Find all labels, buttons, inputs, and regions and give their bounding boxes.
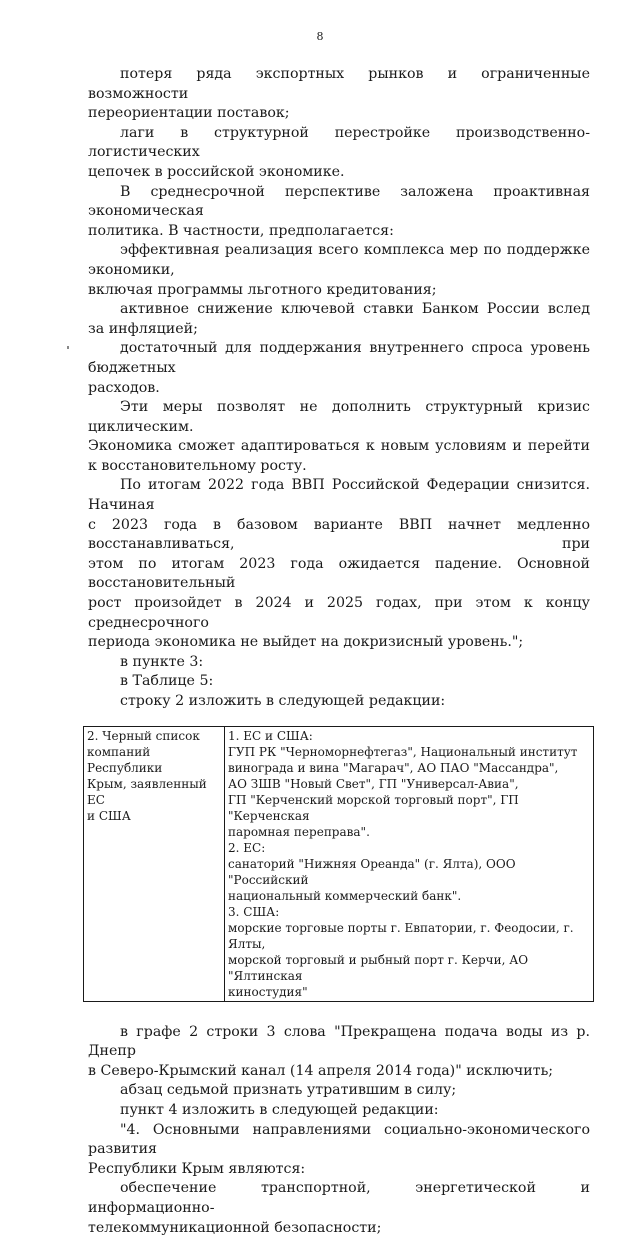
paragraph-line: Экономика сможет адаптироваться к новым условиям и перейти — [88, 438, 590, 455]
document-body — [88, 65, 590, 1238]
paragraph-line: в Таблице 5: — [120, 673, 214, 690]
cell-line: киностудия" — [228, 984, 308, 999]
paragraph-line: достаточный для поддержания внутреннего спроса уровень бюджетных — [88, 340, 590, 376]
paragraph-line: активное снижение ключевой ставки Банком России вслед — [120, 301, 590, 318]
paragraph-line: Эти меры позволят не дополнить структурный кризис циклическим. — [88, 399, 590, 435]
paragraph-line: периода экономика не выйдет на докризисный уровень."; — [88, 634, 524, 651]
cell-line: АО ЗШВ "Новый Свет", ГП "Универсал-Авиа", — [228, 776, 519, 791]
cell-line: компаний Республики — [87, 744, 163, 775]
paragraph-line: к восстановительному росту. — [88, 457, 307, 474]
scan-speck — [67, 346, 69, 349]
paragraph-line: этом по итогам 2023 года ожидается падение. Основной восстановительный — [88, 555, 590, 592]
cell-line: винограда и вина "Магарач", АО ПАО "Массандра", — [228, 760, 559, 775]
paragraph-line: строку 2 изложить в следующей редакции: — [120, 693, 446, 709]
cell-line: Крым, заявленный ЕС — [87, 776, 207, 807]
amendment-table — [83, 726, 594, 1002]
paragraph-line: в Северо-Крымский канал (14 апреля 2014 года)" исключить; — [88, 1062, 554, 1079]
paragraph-line: цепочек в российской экономике. — [88, 163, 345, 180]
table-cell-row-title — [84, 726, 225, 1001]
paragraph-line: за инфляцией; — [88, 320, 198, 337]
paragraph-line: Республики Крым являются: — [88, 1160, 306, 1177]
paragraph-line: По итогам 2022 года ВВП Российской Федерации снизится. Начиная — [88, 477, 590, 514]
cell-line: 3. США: — [228, 904, 280, 919]
paragraph-line: пункт 4 изложить в следующей редакции: — [120, 1101, 439, 1118]
paragraph-line: абзац седьмой признать утратившим в силу; — [120, 1082, 457, 1099]
cell-line: паромная переправа". — [228, 824, 370, 839]
cell-line: 1. ЕС и США: — [228, 728, 313, 743]
cell-line: национальный коммерческий банк". — [228, 888, 462, 903]
cell-line: ГП "Керченский морской торговый порт", ГП "Керченская — [228, 792, 519, 823]
paragraph-line: лаги в структурной перестройке производственно-логистических — [88, 124, 590, 161]
paragraph-line: в графе 2 строки 3 слова "Прекращена подача воды из р. Днепр — [88, 1023, 590, 1060]
cell-line: и США — [87, 808, 131, 823]
paragraph-line: рост произойдет в 2024 и 2025 годах, при этом к концу среднесрочного — [88, 595, 590, 631]
paragraph-line: с 2023 года в базовом варианте ВВП начнет медленно восстанавливаться, при — [88, 516, 590, 553]
table-cell-company-list — [225, 726, 594, 1001]
page-number: 8 — [316, 30, 324, 43]
table-row — [84, 726, 594, 1001]
cell-line: ГУП РК "Черноморнефтегаз", Национальный институт — [228, 744, 578, 759]
paragraph-line: в пункте 3: — [120, 653, 204, 670]
paragraph-line: переориентации поставок; — [88, 105, 290, 122]
cell-line: 2. ЕС: — [228, 840, 266, 855]
cell-line: 2. Черный список — [87, 728, 200, 743]
paragraph-line: включая программы льготного кредитования; — [88, 281, 437, 298]
cell-line: морской торговый и рыбный порт г. Керчи, АО "Ялтинская — [228, 952, 529, 983]
cell-line: морские торговые порты г. Евпатории, г. Феодосии, г. Ялты, — [228, 920, 574, 951]
paragraph-line: политика. В частности, предполагается: — [88, 222, 394, 239]
paragraph-line: расходов. — [88, 379, 160, 396]
paragraph-line: В среднесрочной перспективе заложена проактивная экономическая — [88, 183, 590, 220]
paragraph-line: "4. Основными направлениями социально-экономического развития — [88, 1121, 590, 1158]
cell-line: санаторий "Нижняя Ореанда" (г. Ялта), ООО "Российский — [228, 856, 516, 887]
paragraph-line: эффективная реализация всего комплекса мер по поддержке экономики, — [88, 242, 590, 278]
paragraph-line: телекоммуникационной безопасности; — [88, 1219, 382, 1236]
paragraph-line: потеря ряда экспортных рынков и ограниченные возможности — [88, 66, 590, 102]
paragraph-line: обеспечение транспортной, энергетической и информационно- — [88, 1180, 590, 1216]
